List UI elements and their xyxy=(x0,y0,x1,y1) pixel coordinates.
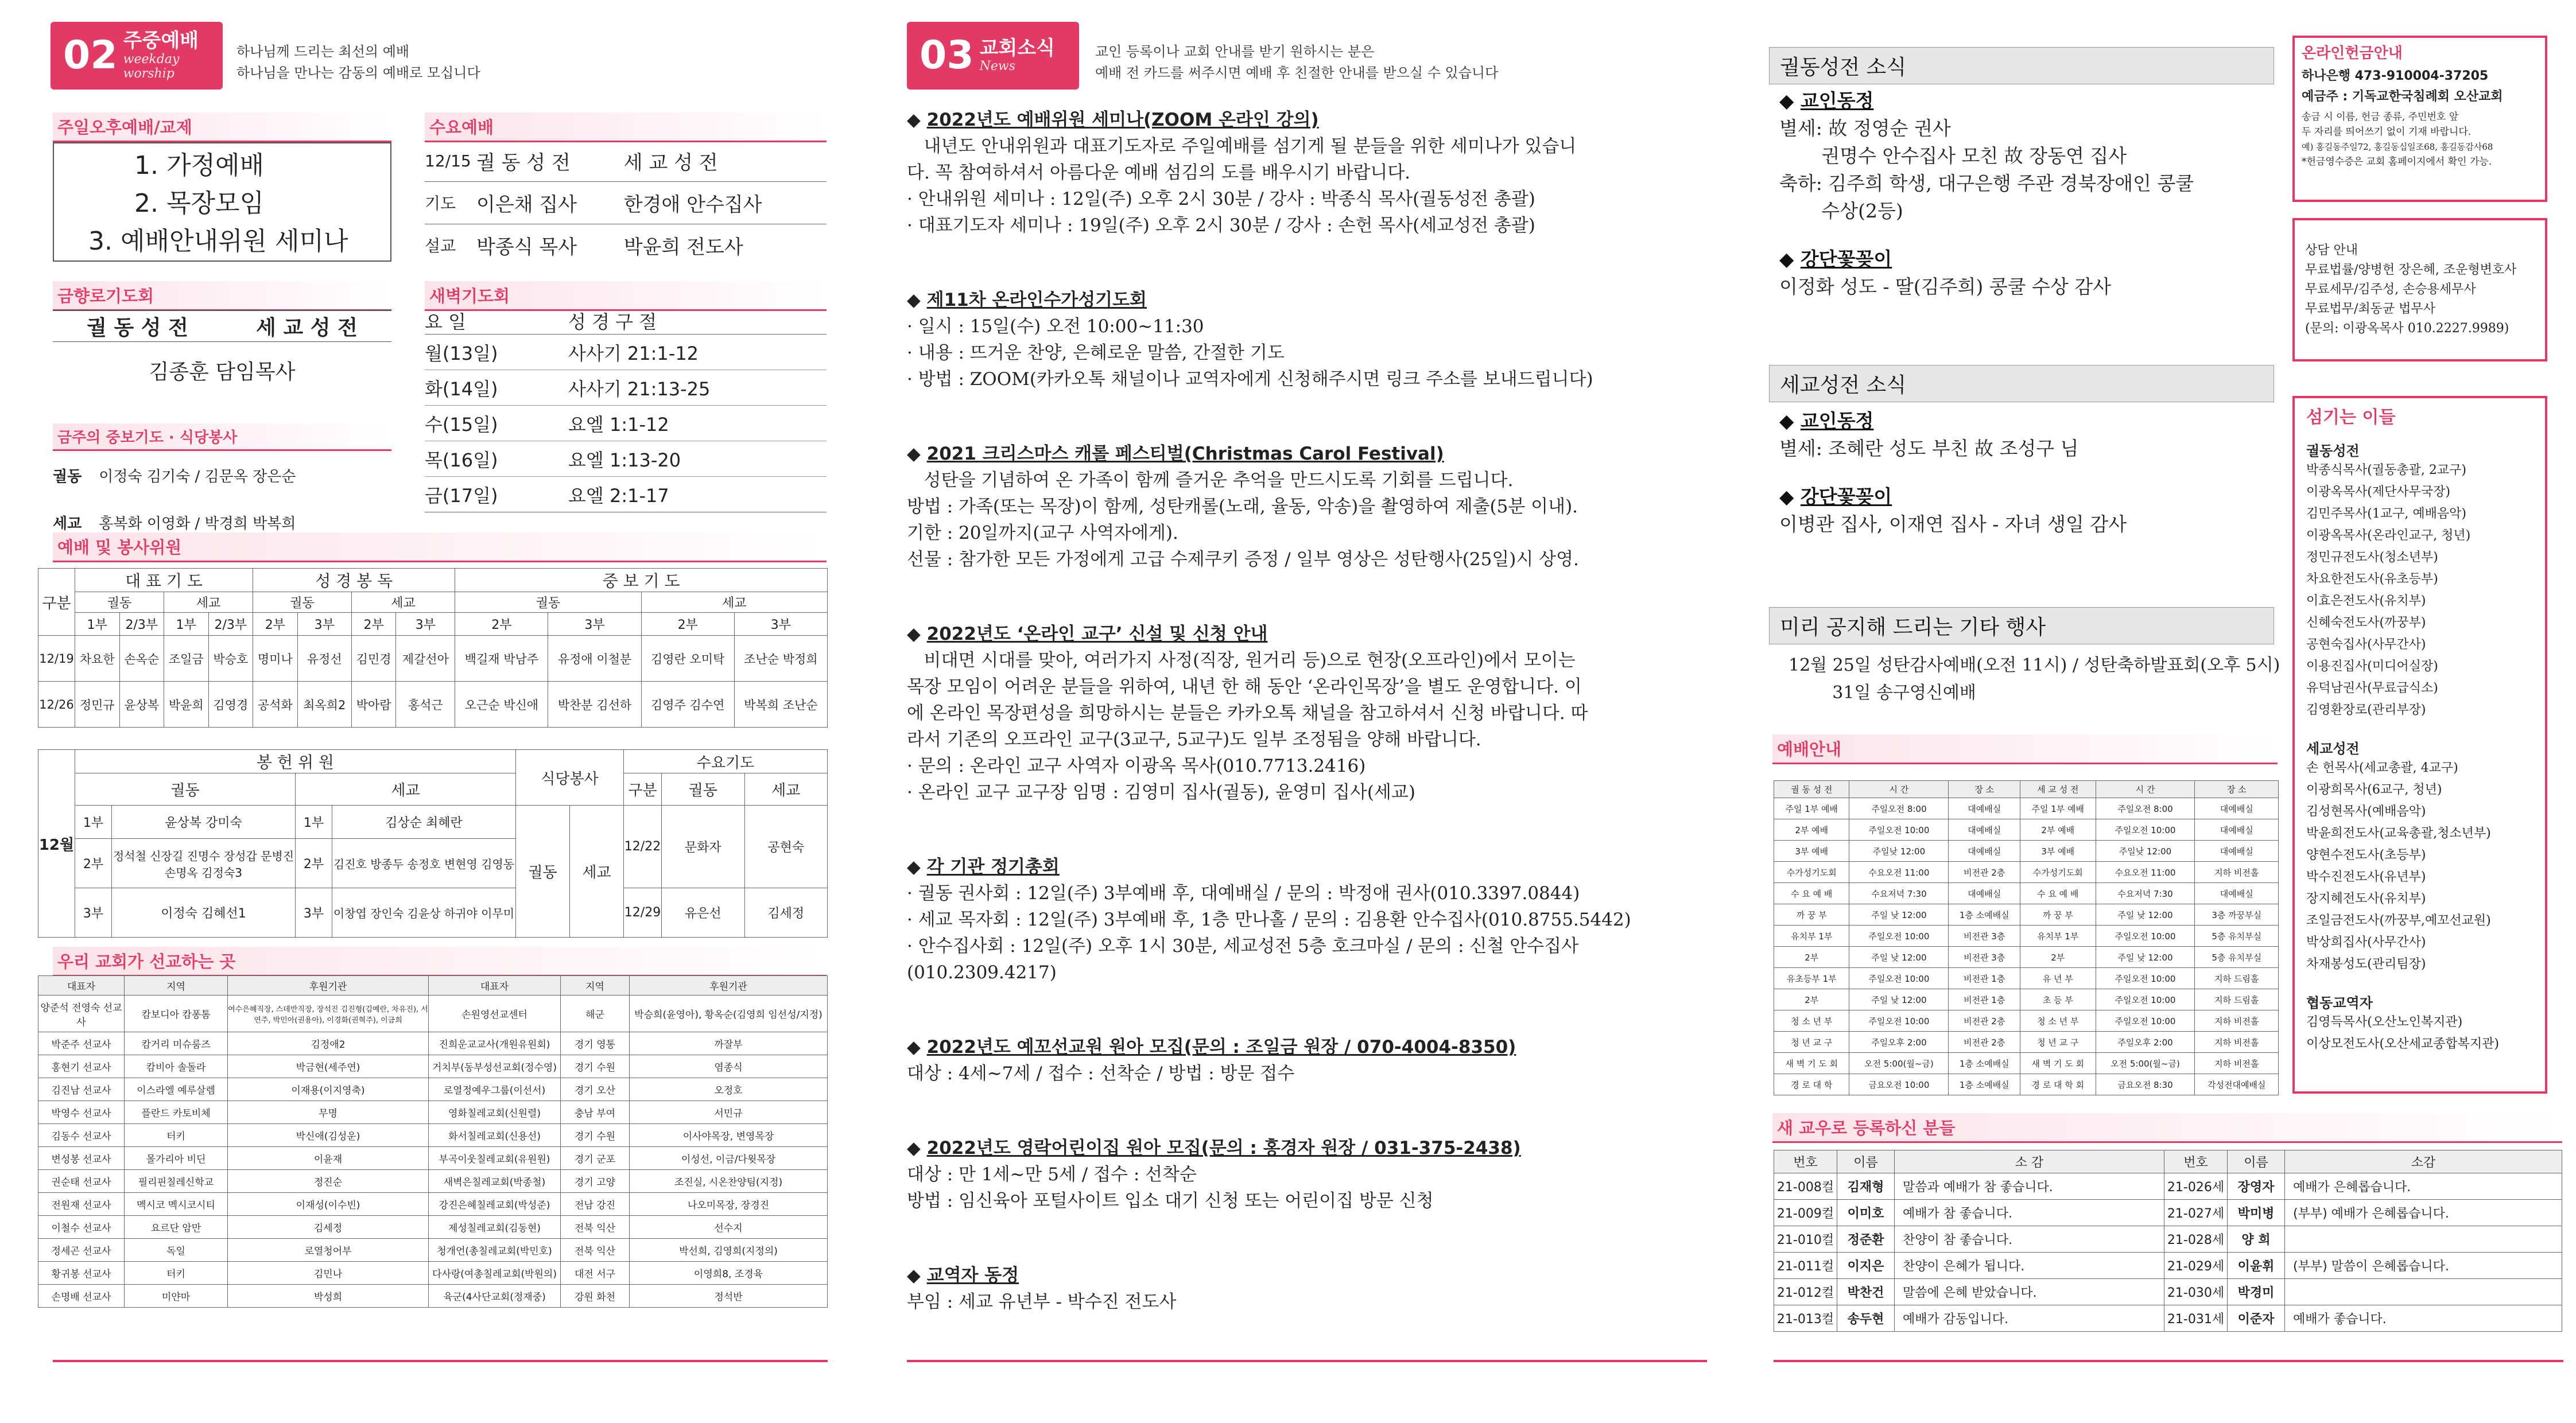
table-row: 이철수 선교사 요르단 암만 김세정 제성칠레교회(김동현) 전북 익산 선수지 xyxy=(38,1216,828,1239)
table-row: 박영수 선교사 플란드 카토비체 무명 영화칠레교회(신원렬) 충남 부여 서민규 xyxy=(38,1101,828,1124)
news-article-line: · 문의 : 온라인 교구 사역자 이광옥 목사(010.7713.2416) xyxy=(907,756,1366,776)
sg-heading: 세교성전 소식 xyxy=(1769,365,2274,402)
table-row: 황귀봉 선교사 터키 김민나 다사랑(여총칠레교회(박원의) 대전 서구 이영희8, 조경육 xyxy=(38,1262,828,1285)
server-name: 김성현목사(예배음악) xyxy=(2306,804,2426,819)
server-name: 정민규전도사(청소년부) xyxy=(2306,550,2438,565)
worship-guide-table: 궐 동 성 전 시 간 장 소 세 교 성 전 시 간 장 소 주일 1부 예배 주일오전 8:00 대예배실 주일 1부 예배 주일오전 8:00 대예배실 2부 예배 주일오전 10:00 대예배실 2부 예배 주일오전 10:00 대예배실 3부 예배 주일낮 12:00 대예배실 3부 예배 주일낮 12:00 대예배실 수가성기도회 수요오전 11:00 비전관 2층 수가성기도회 수요오전 11:00 지하 비전홀 수 요 예 배 수요저녁 7:30 대예배실 수 요 예 배 수요저녁 7:30 대예배실 까 꿍 부 주일 낮 12:00 1층 소예배실 까 꿍 부 주일 낮 12:00 3층 까꿍부실 유치부 1부 주일오전 10:00 비전관 3층 유치부 1부 주일오전 10:00 5층 유치부실 2부 주일 낮 12:00 비전관 3층 2부 주일 낮 12:00 5층 유치부실 유초등부 1부 주일오전 10:00 비전관 1층 유 년 부 주일오전 10:00 지하 드림홀 2부 주일 낮 12:00 비전관 1층 초 등 부 주일오전 10:00 지하 드림홀 청 소 년 부 주일오전 10:00 비전관 2층 청 소 년 부 주일오전 10:00 지하 비전홀 청 년 교 구 주일오후 2:00 비전관 2층 청 년 교 구 주일오후 2:00 지하 비전홀 새 벽 기 도 회 오전 5:00(월~금) 1층 소예배실 새 벽 기 도 회 오전 5:00(월~금) 지하 비전홀 경 로 대 학 금요오전 10:00 1층 소예배실 경 로 대 학 회 금요오전 8:30 각성전대예배실 xyxy=(1774,780,2279,1095)
page-title-en: weekday worship xyxy=(123,52,180,81)
table-row: 양준석 전영숙 선교사 캄보디아 캄퐁톰 여수은혜직장, 스데반직장, 장석진 김진형(김예란, 차유진), 서연주, 박민아(권용아), 이경화(권혁주), 이금희 손원영선교센터 해군 박승희(윤영아), 황옥순(김영희 임선성/지정) xyxy=(38,996,828,1032)
sunday-heading: 주일오후예배/교제 xyxy=(53,112,391,142)
server-name: 조일금전도사(까꿍부,예꼬선교원) xyxy=(2306,913,2491,928)
page03-bottom-rule xyxy=(907,1360,1707,1362)
news-article xyxy=(907,287,1705,392)
server-name: 이용진집사(미디어실장) xyxy=(2306,659,2438,674)
news-article-line: 비대면 시대를 맞아, 여러가지 사정(직장, 원거리 등)으로 현장(오프라인)에서 모이는 xyxy=(907,650,1576,671)
wednesday-table: 12/15 궐 동 성 전 세 교 성 전 기도 이은채 집사 한경애 안수집사 설교 박종식 목사 박윤희 전도사 xyxy=(425,141,827,266)
news-article-line: · 안내위원 세미나 : 12일(주) 오후 2시 30분 / 강사 : 박종식 목사(궐동성전 총괄) xyxy=(907,189,1535,209)
news-article xyxy=(907,441,1705,573)
page02-subtitle: 하나님께 드리는 최선의 예배 하나님을 만나는 감동의 예배로 모십니다 xyxy=(236,44,480,81)
news-articles xyxy=(907,107,1705,1315)
sg-news: ◆ 교인동정 별세: 조혜란 성도 부친 故 조성구 님 ◆ 강단꽃꽂이 이병관 집사, 이재연 집사 - 자녀 생일 감사 xyxy=(1779,410,2127,535)
table-row: 21-008컬 김재형 말씀과 예배가 참 좋습니다. 21-026세 장영자 예배가 은혜롭습니다. xyxy=(1774,1173,2562,1200)
friday-cols: 궐 동 성 전 세 교 성 전 xyxy=(53,310,391,342)
news-article-line: · 대표기도자 세미나 : 19일(주) 오후 2시 30분 / 강사 : 손헌 목사(세교성전 총괄) xyxy=(907,215,1535,236)
online-offering-box: 온라인헌금안내 하나은행 473-910004-37205 예금주 : 기독교한국침례회 오산교회 송금 시 이름, 헌금 종류, 주민번호 앞 두 자리를 띄어쓰기 없이 기재 바랍니다. 예) 홍길동주일72, 홍길동십일조68, 홍길동감사68 *헌금영수증은 교회 홈페이지에서 확인 가능. xyxy=(2292,36,2547,202)
table-row: 정세곤 선교사 독일 로열청어부 청개언(총칠레교회(박민호) 전북 익산 박선희, 김영희(지정의) xyxy=(38,1239,828,1262)
servers-co-list xyxy=(2306,1012,2539,1055)
news-article xyxy=(907,107,1705,239)
news-article-line: 성탄을 기념하여 온 가족이 함께 즐거운 추억을 만드시도록 기회를 드립니다. xyxy=(907,470,1514,491)
news-article-line: 목장 모임이 어려운 분들을 위하여, 내년 한 해 동안 ‘온라인목장’을 별도 운영합니다. 이 xyxy=(907,676,1582,697)
worship-guide-heading: 예배안내 xyxy=(1772,734,2278,764)
news-article-line: (010.2309.4217) xyxy=(907,962,1057,983)
news-article-line: 방법 : 임신육아 포털사이트 입소 대기 신청 또는 어린이집 방문 신청 xyxy=(907,1191,1434,1211)
news-article-line: 에 온라인 목장편성을 희망하시는 분들은 카카오톡 채널을 참고하셔서 신청 바랍니다. 따 xyxy=(907,703,1588,724)
server-name: 박수진전도사(유년부) xyxy=(2306,870,2426,884)
meal-list: 궐동 이정숙 김기숙 / 김문옥 장은순 세교 홍복화 이영화 / 박경희 박복희 xyxy=(53,468,296,532)
news-article-title: ◆ 2022년도 ‘온라인 교구’ 신설 및 신청 안내 xyxy=(907,624,1268,644)
server-name: 장지혜전도사(유치부) xyxy=(2306,892,2426,906)
news-article-line: · 일시 : 15일(수) 오전 10:00~11:30 xyxy=(907,316,1204,337)
dawn-table: 요 일 성 경 구 절 월(13일) 사사기 21:1-12 화(14일) 사사기 21:13-25 수(15일) 요엘 1:1-12 목(16일) 요엘 1:13-20 금(17일) 요엘 2:1-17 xyxy=(425,308,827,512)
table-row: 수가성기도회 수요오전 11:00 비전관 2층 수가성기도회 수요오전 11:00 지하 비전홀 xyxy=(1774,862,2279,883)
missions-heading: 우리 교회가 선교하는 곳 xyxy=(53,947,827,977)
table-row: 21-011컬 이지은 찬양이 은혜가 됩니다. 21-029세 이윤휘 (부부) 말씀이 은혜롭습니다. xyxy=(1774,1253,2562,1279)
server-name: 박상희집사(사무간사) xyxy=(2306,935,2426,950)
meal-heading: 금주의 중보기도 · 식당봉사 xyxy=(53,423,391,451)
server-name: 차재봉성도(관리팀장) xyxy=(2306,957,2426,971)
news-article-title: ◆ 각 기관 정기총회 xyxy=(907,857,1060,877)
page-title-en: News xyxy=(979,59,1016,74)
page-title: 주중예배 xyxy=(123,29,199,53)
counseling-box: 상담 안내 무료법률/양병헌 장은혜, 조운형변호사 무료세무/김주성, 손승용세무사 무료법무/최동균 법무사 (문의: 이광옥목사 010.2227.9989) xyxy=(2292,218,2547,361)
table-row: 수 요 예 배 수요저녁 7:30 대예배실 수 요 예 배 수요저녁 7:30 대예배실 xyxy=(1774,883,2279,904)
news-article-line: 대상 : 4세~7세 / 접수 : 선착순 / 방법 : 방문 접수 xyxy=(907,1063,1295,1084)
table-row: 유치부 1부 주일오전 10:00 비전관 3층 유치부 1부 주일오전 10:00 5층 유치부실 xyxy=(1774,926,2279,947)
table-row: 21-013컬 송두현 예배가 감동입니다. 21-031세 이준자 예배가 좋습니다. xyxy=(1774,1305,2562,1332)
news-article-title: ◆ 2022년도 예꼬선교원 원아 모집(문의 : 조일금 원장 / 070-4004-8350) xyxy=(907,1037,1516,1057)
table-row: 홍현기 선교사 캄비아 솔돌라 박금현(세주연) 거치부(동부성선교회(정수영) 경기 수원 염종식 xyxy=(38,1055,828,1078)
service-heading: 예배 및 봉사위원 xyxy=(53,532,827,562)
news-article-line: 기한 : 20일까지(교구 사역자에게). xyxy=(907,523,1178,543)
wednesday-heading: 수요예배 xyxy=(425,112,827,142)
table-row: 변성봉 선교사 몰가리아 비딘 이윤재 부곡이웃칠레교회(유원원) 경기 군포 이성선, 이금/다윗목장 xyxy=(38,1147,828,1170)
page03-subtitle: 교인 등록이나 교회 안내를 받기 원하시는 분은 예배 전 카드를 써주시면 예배 후 친절한 안내를 받으실 수 있습니다 xyxy=(1095,44,1499,81)
server-name: 손 헌목사(세교총괄, 4교구) xyxy=(2306,761,2458,775)
server-name: 이광옥목사(온라인교구, 청년) xyxy=(2306,528,2471,543)
newcomers-heading: 새 교우로 등록하신 분들 xyxy=(1772,1113,2562,1143)
table-row: 전원재 선교사 멕시코 멕시코시티 이재성(이수빈) 강진은혜칠레교회(박성준) 전남 강진 나오미목장, 장경진 xyxy=(38,1193,828,1216)
news-article xyxy=(907,854,1705,986)
server-name: 박윤희전도사(교육총괄,청소년부) xyxy=(2306,826,2491,841)
news-article-line: · 궐동 권사회 : 12일(주) 3부예배 후, 대예배실 / 문의 : 박정애 권사(010.3397.0844) xyxy=(907,883,1580,904)
dawn-heading: 새벽기도회 xyxy=(425,281,827,311)
page-title: 교회소식 xyxy=(979,36,1056,60)
server-name: 이광옥목사(제단사무국장) xyxy=(2306,485,2450,499)
newcomers-table: 번호 이름 소 감 번호 이름 소감 21-008컬 김재형 말씀과 예배가 참 좋습니다. 21-026세 장영자 예배가 은혜롭습니다. 21-009컬 이미호 예배가 참 좋습니다. 21-027세 박미병 (부부) 예배가 은혜롭습니다. 21-010컬 정준환 찬양이 참 좋습니다. 21-028세 양 희 21-011컬 이지은 찬양이 은혜가 됩니다. 21-029세 이윤휘 (부부) 말씀이 은혜롭습니다. 21-012컬 박찬건 말씀에 은혜 받았습니다. 21-030세 박경미 21-013컬 송두현 예배가 감동입니다. 21-031세 이준자 예배가 좋습니다. xyxy=(1774,1150,2562,1332)
page03-header xyxy=(907,22,1079,90)
table-row: 손명배 선교사 미얀마 박성희 육군(4사단교회(정재중) 강원 화천 정석반 xyxy=(38,1285,828,1308)
page-number: 02 xyxy=(63,33,118,78)
gd-heading: 궐동성전 소식 xyxy=(1769,47,2274,84)
server-name: 차요한전도사(유초등부) xyxy=(2306,572,2438,586)
server-name: 박종식목사(궐동총괄, 2교구) xyxy=(2306,463,2466,477)
table-row: 권순태 선교사 필리핀칠레신학교 정진순 새벽은칠레교회(박종철) 경기 고양 조진실, 시온찬양팀(지정) xyxy=(38,1170,828,1193)
news-article-line: 내년도 안내위원과 대표기도자로 주일예배를 섬기게 될 분들을 위한 세미나가 있습니 xyxy=(907,136,1577,157)
table-row: 주일 1부 예배 주일오전 8:00 대예배실 주일 1부 예배 주일오전 8:00 대예배실 xyxy=(1774,798,2279,819)
table-row: 2부 주일 낮 12:00 비전관 1층 초 등 부 주일오전 10:00 지하 드림홀 xyxy=(1774,989,2279,1010)
news-article xyxy=(907,1135,1705,1214)
news-article-title: ◆ 제11차 온라인수가성기도회 xyxy=(907,290,1147,310)
page-number: 03 xyxy=(920,33,974,78)
news-article-line: · 온라인 교구 교구장 임명 : 김영미 집사(궐동), 윤영미 집사(세교) xyxy=(907,782,1415,803)
service-table: 구분 대 표 기 도 성 경 봉 독 중 보 기 도 궐동 세교 궐동 세교 궐동 세교 1부 2/3부 1부 2/3부 2부 3부 2부 3부 2부 3부 2부 3부 12/19 차요한 손옥순 조일금 박승호 명미나 유정선 김민경 제갈선아 백길재 박남주 유정애 이철분 김영란 오미탁 조난순 박정희 12/26 정민규 윤상복 박윤희 김영경 공석화 최옥희2 박아람 홍석근 오근순 박신애 박찬분 김선하 김영주 김수연 박복희 조난순 xyxy=(38,568,828,728)
news-article-title: ◆ 2022년도 영락어린이집 원아 모집(문의 : 홍경자 원장 / 031-375-2438) xyxy=(907,1138,1521,1158)
news-article-title: ◆ 2021 크리스마스 캐롤 페스티벌(Christmas Carol Festival) xyxy=(907,444,1444,464)
sunday-program: 1. 가정예배 2. 목장모임 3. 예배안내위원 세미나 xyxy=(53,142,391,262)
servers-gd-list xyxy=(2306,460,2539,721)
table-row: 청 소 년 부 주일오전 10:00 비전관 2층 청 소 년 부 주일오전 10:00 지하 비전홀 xyxy=(1774,1010,2279,1032)
table-row: 21-009컬 이미호 예배가 참 좋습니다. 21-027세 박미병 (부부) 예배가 은혜롭습니다. xyxy=(1774,1200,2562,1226)
server-name: 이광희목사(6교구, 청년) xyxy=(2306,783,2442,797)
news-article-line: 부임 : 세교 유년부 - 박수진 전도사 xyxy=(907,1292,1177,1312)
table-row: 까 꿍 부 주일 낮 12:00 1층 소예배실 까 꿍 부 주일 낮 12:00 3층 까꿍부실 xyxy=(1774,904,2279,926)
table-row: 김진남 선교사 이스라엘 예루살렘 이재용(이지영축) 로열정예우그룹(이선서) 경기 오산 오정호 xyxy=(38,1078,828,1101)
news-article xyxy=(907,621,1705,806)
offering-table: 12월 봉 헌 위 원 식당봉사 수요기도 궐동 세교 구분 궐동 세교 1부 윤상복 강미숙 1부 김상순 최혜란 궐동 세교 12/22 문화자 공현숙 2부 정석철 신장길 진명수 장성갑 문병진 손명옥 김정숙3 2부 김진호 방종두 송정호 변현영 김영동 3부 이정숙 김혜선1 3부 이창엽 장인숙 김윤상 하귀야 이무미 12/29 유은선 김세정 xyxy=(38,749,828,938)
page04-bottom-rule xyxy=(1774,1360,2563,1362)
servers-box: 섬기는 이들 궐동성전 박종식목사(궐동총괄, 2교구) 이광옥목사(제단사무국장) 김민주목사(1교구, 예배음악) 이광옥목사(온라인교구, 청년) 정민규전도사(청소년부) 차요한전도사(유초등부) 이효은전도사(유치부) 신혜숙전도사(까꿍부) 공현숙집사(사무간사) 이용진집사(미디어실장) 유덕남권사(무료급식소) 김영환장로(관리부장) 세교성전 손 헌목사(세교총괄, 4교구) 이광희목사(6교구, 청년) 김성현목사(예배음악) 박윤희전도사(교육총괄,청소년부) 양현수전도사(초등부) 박수진전도사(유년부) 장지혜전도사(유치부) 조일금전도사(까꿍부,예꼬선교원) 박상희집사(사무간사) 차재봉성도(관리팀장) 협동교역자 김영득목사(오산노인복지관) 이상모전도사(오산세교종합복지관) xyxy=(2292,396,2547,1094)
table-row: 2부 예배 주일오전 10:00 대예배실 2부 예배 주일오전 10:00 대예배실 xyxy=(1774,819,2279,841)
page02-bottom-rule xyxy=(53,1360,828,1362)
server-name: 유덕남권사(무료급식소) xyxy=(2306,681,2438,695)
table-row: 2부 주일 낮 12:00 비전관 3층 2부 주일 낮 12:00 5층 유치부실 xyxy=(1774,947,2279,968)
events-text: 12월 25일 성탄감사예배(오전 11시) / 성탄축하발표회(오후 5시) 31일 송구영신예배 xyxy=(1789,655,2280,703)
news-article-line: · 안수집사회 : 12일(주) 오후 1시 30분, 세교성전 5층 호크마실 / 문의 : 신철 안수집사 xyxy=(907,936,1579,957)
news-article-line: · 세교 목자회 : 12일(주) 3부예배 후, 1층 만나홀 / 문의 : 김용환 안수집사(010.8755.5442) xyxy=(907,909,1631,930)
missions-table: 대표자 지역 후원기관 대표자 지역 후원기관 양준석 전영숙 선교사 캄보디아 캄퐁톰 여수은혜직장, 스데반직장, 장석진 김진형(김예란, 차유진), 서연주, 박민아(권용아), 이경화(권혁주), 이금희 손원영선교센터 해군 박승희(윤영아), 황옥순(김영희 임선성/지정) 박준주 선교사 캄거리 미슈룸즈 김정애2 진희운교교사(개원유원회) 경기 영통 까잘부 홍현기 선교사 캄비아 솔돌라 박금현(세주연) 거치부(동부성선교회(정수영) 경기 수원 염종식 김진남 선교사 이스라엘 예루살렘 이재용(이지영축) 로열정예우그룹(이선서) 경기 오산 오정호 박영수 선교사 플란드 카토비체 무명 영화칠레교회(신원렬) 충남 부여 서민규 김동수 선교사 터키 박신애(김성운) 화서칠레교회(신용선) 경기 수원 이사야목장, 변영목장 변성봉 선교사 몰가리아 비딘 이윤재 부곡이웃칠레교회(유원원) 경기 군포 이성선, 이금/다윗목장 권순태 선교사 필리핀칠레신학교 정진순 새벽은칠레교회(박종철) 경기 고양 조진실, 시온찬양팀(지정) 전원재 선교사 멕시코 멕시코시티 이재성(이수빈) 강진은혜칠레교회(박성준) 전남 강진 나오미목장, 장경진 이철수 선교사 요르단 암만 김세정 제성칠레교회(김동현) 전북 익산 선수지 정세곤 선교사 독일 로열청어부 청개언(총칠레교회(박민호) 전북 익산 박선희, 김영희(지정의) 황귀봉 선교사 터키 김민나 다사랑(여총칠레교회(박원의) 대전 서구 이영희8, 조경육 손명배 선교사 미얀마 박성희 육군(4사단교회(정재중) 강원 화천 정석반 xyxy=(38,975,828,1308)
events-heading: 미리 공지해 드리는 기타 행사 xyxy=(1769,607,2274,644)
friday-preacher: 김종훈 담임목사 xyxy=(149,360,296,384)
page02-header xyxy=(51,22,223,90)
friday-heading: 금향로기도회 xyxy=(53,281,391,311)
table-row: 청 년 교 구 주일오후 2:00 비전관 2층 청 년 교 구 주일오후 2:00 지하 비전홀 xyxy=(1774,1032,2279,1053)
news-article-title: ◆ 교역자 동정 xyxy=(907,1265,1019,1286)
table-row: 김동수 선교사 터키 박신애(김성운) 화서칠레교회(신용선) 경기 수원 이사야목장, 변영목장 xyxy=(38,1124,828,1147)
table-row: 경 로 대 학 금요오전 10:00 1층 소예배실 경 로 대 학 회 금요오전 8:30 각성전대예배실 xyxy=(1774,1074,2279,1095)
table-row: 3부 예배 주일낮 12:00 대예배실 3부 예배 주일낮 12:00 대예배실 xyxy=(1774,841,2279,862)
table-row: 21-012컬 박찬건 말씀에 은혜 받았습니다. 21-030세 박경미 xyxy=(1774,1279,2562,1305)
table-row: 21-010컬 정준환 찬양이 참 좋습니다. 21-028세 양 희 xyxy=(1774,1226,2562,1253)
news-article-line: 다. 꼭 참여하셔서 아름다운 예배 섬김의 도를 배우시기 바랍니다. xyxy=(907,162,1411,183)
news-article xyxy=(907,1034,1705,1087)
news-article-line: 라서 기존의 오프라인 교구(3교구, 5교구)도 일부 조정됨을 양해 바랍니다. xyxy=(907,729,1481,750)
server-name: 양현수전도사(초등부) xyxy=(2306,848,2426,862)
server-name: 공현숙집사(사무간사) xyxy=(2306,637,2426,652)
server-name: 김민주목사(1교구, 예배음악) xyxy=(2306,507,2466,521)
server-name: 이상모전도사(오산세교종합복지관) xyxy=(2306,1037,2499,1051)
news-article xyxy=(907,1262,1705,1315)
news-article-line: 방법 : 가족(또는 목장)이 함께, 성탄캐롤(노래, 율동, 악송)을 촬영하여 제출(5분 이내). xyxy=(907,496,1578,517)
servers-sg-list xyxy=(2306,757,2539,975)
news-article-title: ◆ 2022년도 예배위원 세미나(ZOOM 온라인 강의) xyxy=(907,110,1319,130)
server-name: 김영환장로(관리부장) xyxy=(2306,703,2426,717)
news-article-line: 선물 : 참가한 모든 가정에게 고급 수제쿠키 증정 / 일부 영상은 성탄행사(25일)시 상영. xyxy=(907,549,1579,570)
table-row: 박준주 선교사 캄거리 미슈룸즈 김정애2 진희운교교사(개원유원회) 경기 영통 까잘부 xyxy=(38,1032,828,1055)
server-name: 이효은전도사(유치부) xyxy=(2306,594,2426,608)
news-article-line: · 내용 : 뜨거운 찬양, 은혜로운 말씀, 간절한 기도 xyxy=(907,343,1285,363)
news-article-line: · 방법 : ZOOM(카카오톡 채널이나 교역자에게 신청해주시면 링크 주소를 보내드립니다) xyxy=(907,369,1593,390)
table-row: 유초등부 1부 주일오전 10:00 비전관 1층 유 년 부 주일오전 10:00 지하 드림홀 xyxy=(1774,968,2279,989)
gd-news: ◆ 교인동정 별세: 故 정영순 권사 권명수 안수집사 모친 故 장동연 집사 축하: 김주희 학생, 대구은행 주관 경북장애인 콩쿨 수상(2등) ◆ 강단꽃꽂이 이정화 성도 - 딸(김주희) 콩쿨 수상 감사 xyxy=(1779,90,2194,298)
table-row: 새 벽 기 도 회 오전 5:00(월~금) 1층 소예배실 새 벽 기 도 회 오전 5:00(월~금) 지하 비전홀 xyxy=(1774,1053,2279,1074)
server-name: 신혜숙전도사(까꿍부) xyxy=(2306,616,2426,630)
news-article-line: 대상 : 만 1세~만 5세 / 접수 : 선착순 xyxy=(907,1164,1197,1185)
server-name: 김영득목사(오산노인복지관) xyxy=(2306,1015,2463,1029)
